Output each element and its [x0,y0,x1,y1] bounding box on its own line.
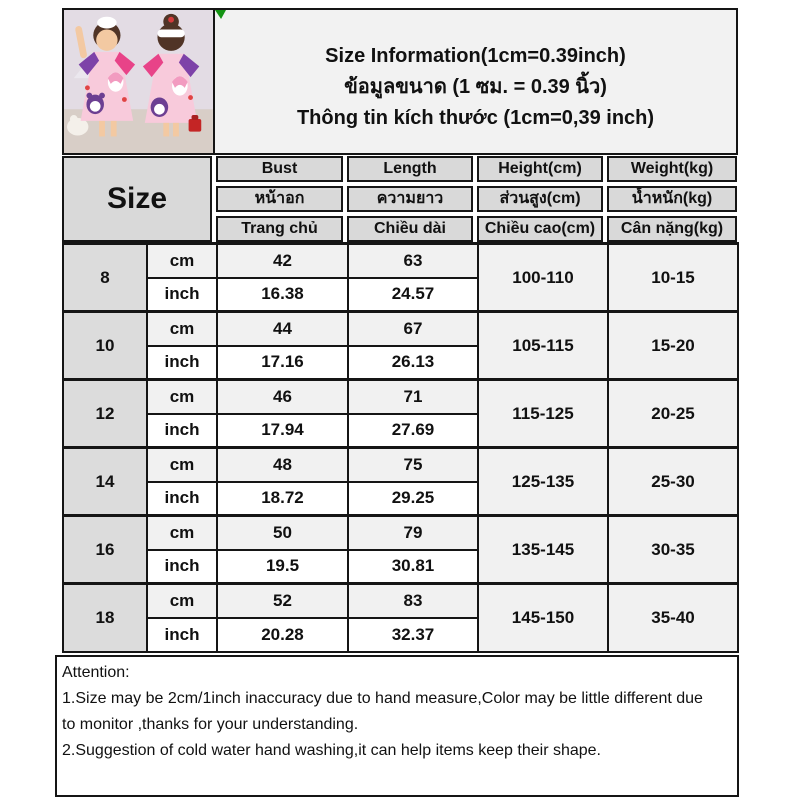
col-height-en: Height(cm) [477,156,603,182]
size-table-body [63,244,738,652]
title-cell [213,8,738,155]
unit-inch: inch [147,550,217,584]
weight-range: 25-30 [608,448,738,516]
unit-cm: cm [147,516,217,550]
table-row-metric [63,312,738,346]
bust-inch: 16.38 [217,278,348,312]
length-inch: 29.25 [348,482,478,516]
col-bust-th: หน้าอก [216,186,343,212]
size-value: 10 [63,312,147,380]
length-cm: 79 [348,516,478,550]
weight-range: 35-40 [608,584,738,652]
col-length-vi: Chiều dài [347,216,473,242]
weight-range: 10-15 [608,244,738,312]
unit-cm: cm [147,380,217,414]
header-row [62,8,738,155]
unit-inch: inch [147,346,217,380]
attention-line-2: to monitor ,thanks for your understanding. [62,716,359,733]
unit-inch: inch [147,482,217,516]
attention-line-1: 1.Size may be 2cm/1inch inaccuracy due to hand measure,Color may be little different due [62,690,703,707]
table-row-metric [63,448,738,482]
size-value: 14 [63,448,147,516]
height-range: 105-115 [478,312,608,380]
weight-range: 30-35 [608,516,738,584]
col-weight-en: Weight(kg) [607,156,737,182]
table-row-metric [63,584,738,618]
unit-cm: cm [147,584,217,618]
length-inch: 30.81 [348,550,478,584]
size-value: 12 [63,380,147,448]
product-photo-illustration [64,10,213,153]
bust-cm: 48 [217,448,348,482]
length-inch: 27.69 [348,414,478,448]
table-row-metric [63,244,738,278]
title-english: Size Information(1cm=0.39inch) [325,44,626,67]
bust-cm: 44 [217,312,348,346]
length-cm: 63 [348,244,478,278]
size-value: 18 [63,584,147,652]
length-cm: 67 [348,312,478,346]
size-header-label: Size [62,156,212,242]
attention-line-3: 2.Suggestion of cold water hand washing,it can help items keep their shape. [62,742,601,759]
length-cm: 71 [348,380,478,414]
height-range: 145-150 [478,584,608,652]
bust-inch: 17.16 [217,346,348,380]
length-inch: 32.37 [348,618,478,652]
col-weight-th: น้ำหนัก(kg) [607,186,737,212]
unit-inch: inch [147,278,217,312]
cell-corner-marker [215,10,226,19]
table-row-metric [63,380,738,414]
table-row-metric [63,516,738,550]
bust-cm: 46 [217,380,348,414]
bust-inch: 19.5 [217,550,348,584]
unit-inch: inch [147,414,217,448]
title-thai: ข้อมูลขนาด (1 ซม. = 0.39 นิ้ว) [344,75,607,98]
bust-inch: 18.72 [217,482,348,516]
col-height-th: ส่วนสูง(cm) [477,186,603,212]
bust-inch: 20.28 [217,618,348,652]
height-range: 115-125 [478,380,608,448]
length-inch: 26.13 [348,346,478,380]
length-cm: 75 [348,448,478,482]
length-inch: 24.57 [348,278,478,312]
col-weight-vi: Cân nặng(kg) [607,216,737,242]
unit-cm: cm [147,448,217,482]
bust-inch: 17.94 [217,414,348,448]
size-value: 16 [63,516,147,584]
unit-cm: cm [147,244,217,278]
col-height-vi: Chiều cao(cm) [477,216,603,242]
bust-cm: 42 [217,244,348,278]
col-bust-vi: Trang chủ [216,216,343,242]
size-table [62,242,739,653]
height-range: 125-135 [478,448,608,516]
length-cm: 83 [348,584,478,618]
height-range: 100-110 [478,244,608,312]
bust-cm: 50 [217,516,348,550]
title-vietnamese: Thông tin kích thước (1cm=0,39 inch) [296,106,655,129]
unit-cm: cm [147,312,217,346]
size-value: 8 [63,244,147,312]
height-range: 135-145 [478,516,608,584]
column-header-block [62,156,737,242]
attention-box [55,655,739,797]
weight-range: 20-25 [608,380,738,448]
col-length-th: ความยาว [347,186,473,212]
bust-cm: 52 [217,584,348,618]
col-length-en: Length [347,156,473,182]
unit-inch: inch [147,618,217,652]
attention-title: Attention: [62,664,130,681]
product-photo [62,8,215,155]
weight-range: 15-20 [608,312,738,380]
col-bust-en: Bust [216,156,343,182]
